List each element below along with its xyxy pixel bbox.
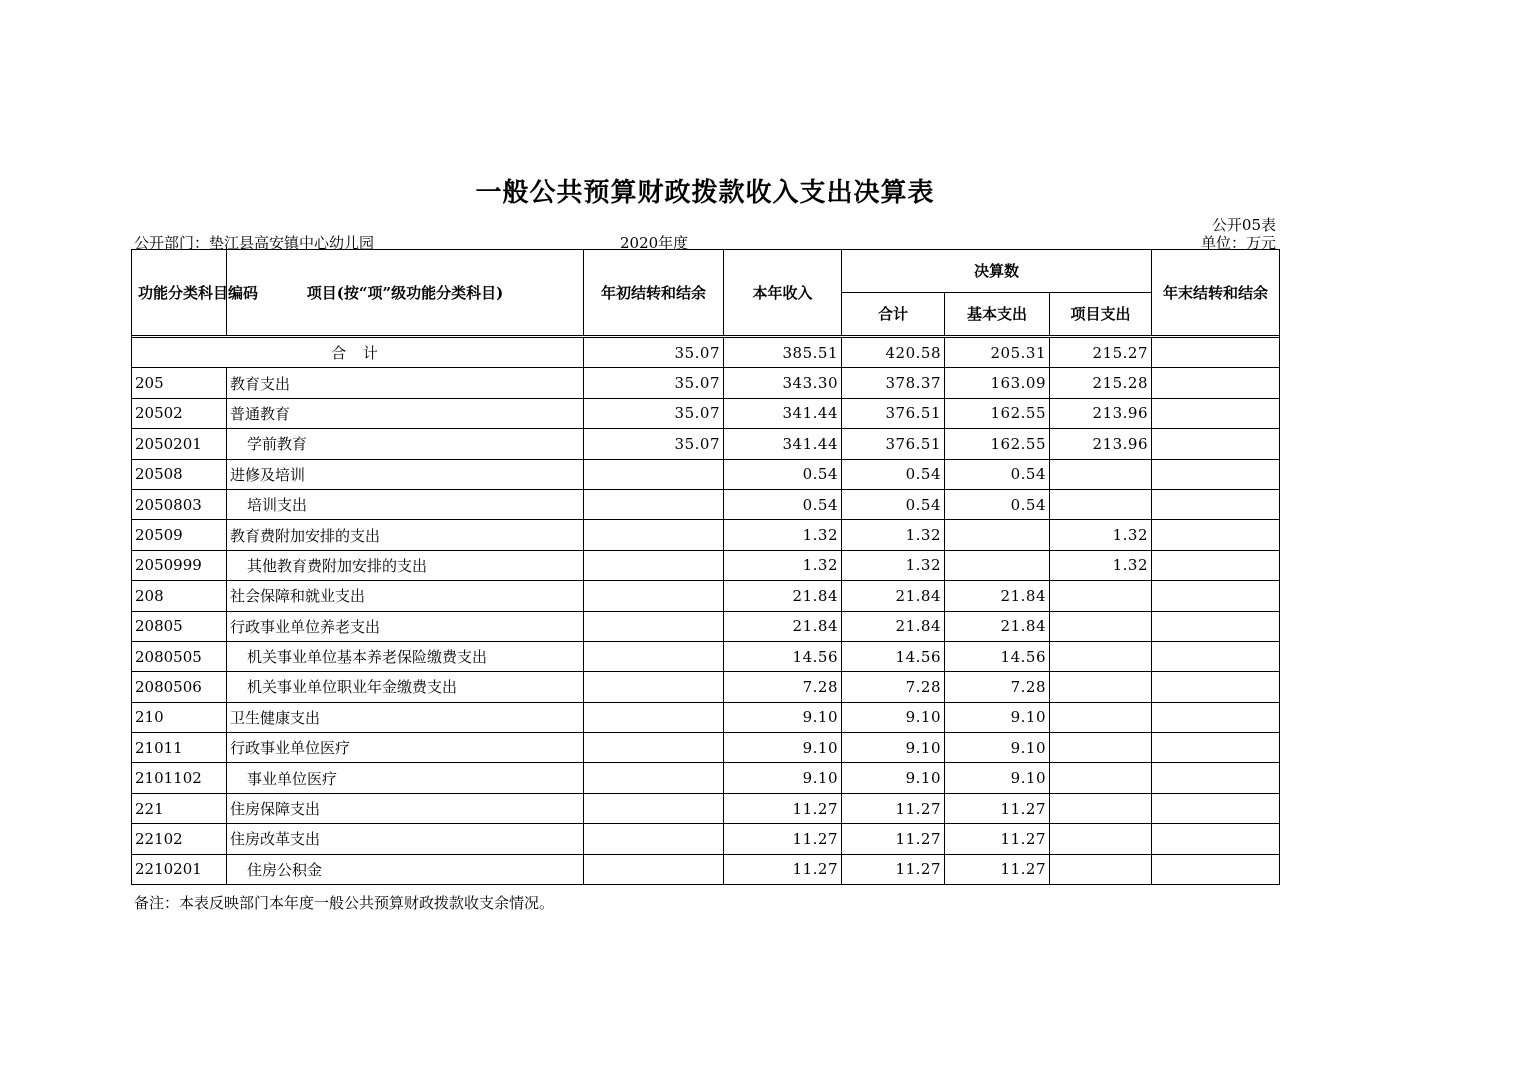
header-income: 本年收入 bbox=[724, 250, 842, 336]
row-code: 20508 bbox=[132, 459, 227, 489]
row-income: 14.56 bbox=[724, 641, 842, 671]
row-basic: 0.54 bbox=[945, 489, 1050, 519]
row-basic bbox=[945, 550, 1050, 580]
table-row bbox=[132, 763, 1280, 793]
row-code: 20509 bbox=[132, 520, 227, 550]
row-begin: 35.07 bbox=[584, 429, 724, 459]
row-basic: 21.84 bbox=[945, 611, 1050, 641]
row-item-name: 住房保障支出 bbox=[227, 793, 584, 823]
row-income: 341.44 bbox=[724, 398, 842, 428]
row-project bbox=[1050, 611, 1152, 641]
row-code: 208 bbox=[132, 581, 227, 611]
table-row bbox=[132, 368, 1280, 398]
header-settlement: 决算数 bbox=[842, 250, 1152, 293]
row-basic: 7.28 bbox=[945, 672, 1050, 702]
row-basic: 9.10 bbox=[945, 733, 1050, 763]
row-item-name: 事业单位医疗 bbox=[227, 763, 584, 793]
row-item-name: 教育费附加安排的支出 bbox=[227, 520, 584, 550]
row-total: 9.10 bbox=[842, 702, 945, 732]
row-end bbox=[1152, 763, 1280, 793]
table-row bbox=[132, 793, 1280, 823]
table-row bbox=[132, 672, 1280, 702]
row-project bbox=[1050, 459, 1152, 489]
table-row bbox=[132, 429, 1280, 459]
row-income: 9.10 bbox=[724, 763, 842, 793]
row-basic: 0.54 bbox=[945, 459, 1050, 489]
row-end bbox=[1152, 641, 1280, 671]
row-code: 20805 bbox=[132, 611, 227, 641]
row-income: 1.32 bbox=[724, 550, 842, 580]
row-begin bbox=[584, 611, 724, 641]
row-total: 9.10 bbox=[842, 733, 945, 763]
table-row bbox=[132, 489, 1280, 519]
row-item-name: 行政事业单位养老支出 bbox=[227, 611, 584, 641]
row-end bbox=[1152, 824, 1280, 854]
row-basic: 9.10 bbox=[945, 763, 1050, 793]
page-title: 一般公共预算财政拨款收入支出决算表 bbox=[475, 178, 935, 208]
row-end bbox=[1152, 581, 1280, 611]
header-project: 项目支出 bbox=[1050, 293, 1152, 336]
row-project bbox=[1050, 854, 1152, 884]
row-item-name: 机关事业单位基本养老保险缴费支出 bbox=[227, 641, 584, 671]
row-total: 21.84 bbox=[842, 611, 945, 641]
row-total: 376.51 bbox=[842, 398, 945, 428]
row-end bbox=[1152, 793, 1280, 823]
row-income: 11.27 bbox=[724, 793, 842, 823]
row-item-name: 行政事业单位医疗 bbox=[227, 733, 584, 763]
row-item-name: 住房公积金 bbox=[227, 854, 584, 884]
total-total: 420.58 bbox=[842, 338, 945, 368]
row-total: 11.27 bbox=[842, 793, 945, 823]
row-item-name: 学前教育 bbox=[227, 429, 584, 459]
table-row bbox=[132, 641, 1280, 671]
row-project: 213.96 bbox=[1050, 398, 1152, 428]
total-begin: 35.07 bbox=[584, 338, 724, 368]
row-item-name: 普通教育 bbox=[227, 398, 584, 428]
row-project: 1.32 bbox=[1050, 550, 1152, 580]
table-row bbox=[132, 854, 1280, 884]
table-row bbox=[132, 611, 1280, 641]
row-code: 2101102 bbox=[132, 763, 227, 793]
row-income: 0.54 bbox=[724, 459, 842, 489]
header-basic: 基本支出 bbox=[945, 293, 1050, 336]
budget-table bbox=[131, 249, 1280, 885]
row-begin bbox=[584, 733, 724, 763]
header-item: 项目(按“项”级功能分类科目) bbox=[227, 250, 584, 336]
row-income: 9.10 bbox=[724, 702, 842, 732]
row-basic: 11.27 bbox=[945, 793, 1050, 823]
row-total: 0.54 bbox=[842, 489, 945, 519]
table-row bbox=[132, 398, 1280, 428]
row-end bbox=[1152, 854, 1280, 884]
department-label: 公开部门：垫江县高安镇中心幼儿园 bbox=[134, 234, 375, 252]
row-begin bbox=[584, 489, 724, 519]
table-row bbox=[132, 520, 1280, 550]
row-income: 21.84 bbox=[724, 611, 842, 641]
row-total: 11.27 bbox=[842, 854, 945, 884]
row-begin bbox=[584, 824, 724, 854]
row-end bbox=[1152, 429, 1280, 459]
row-income: 1.32 bbox=[724, 520, 842, 550]
row-code: 2210201 bbox=[132, 854, 227, 884]
row-end bbox=[1152, 489, 1280, 519]
table-row bbox=[132, 702, 1280, 732]
header-begin-balance: 年初结转和结余 bbox=[584, 250, 724, 336]
row-code: 2050201 bbox=[132, 429, 227, 459]
row-total: 0.54 bbox=[842, 459, 945, 489]
row-project: 215.28 bbox=[1050, 368, 1152, 398]
row-begin bbox=[584, 459, 724, 489]
row-end bbox=[1152, 550, 1280, 580]
row-end bbox=[1152, 368, 1280, 398]
row-code: 2080505 bbox=[132, 641, 227, 671]
row-total: 376.51 bbox=[842, 429, 945, 459]
row-income: 0.54 bbox=[724, 489, 842, 519]
row-total: 21.84 bbox=[842, 581, 945, 611]
row-basic: 162.55 bbox=[945, 398, 1050, 428]
row-income: 11.27 bbox=[724, 854, 842, 884]
row-total: 11.27 bbox=[842, 824, 945, 854]
unit-label: 单位：万元 bbox=[1200, 234, 1276, 252]
row-begin bbox=[584, 793, 724, 823]
table-row bbox=[132, 824, 1280, 854]
footnote: 备注：本表反映部门本年度一般公共预算财政拨款收支余情况。 bbox=[134, 894, 555, 912]
row-begin bbox=[584, 550, 724, 580]
row-end bbox=[1152, 398, 1280, 428]
row-end bbox=[1152, 520, 1280, 550]
table-row bbox=[132, 733, 1280, 763]
row-item-name: 进修及培训 bbox=[227, 459, 584, 489]
row-basic: 163.09 bbox=[945, 368, 1050, 398]
row-begin bbox=[584, 641, 724, 671]
row-project bbox=[1050, 641, 1152, 671]
row-total: 9.10 bbox=[842, 763, 945, 793]
row-project bbox=[1050, 702, 1152, 732]
row-begin: 35.07 bbox=[584, 398, 724, 428]
row-end bbox=[1152, 459, 1280, 489]
row-total: 1.32 bbox=[842, 550, 945, 580]
row-code: 22102 bbox=[132, 824, 227, 854]
row-basic: 21.84 bbox=[945, 581, 1050, 611]
row-item-name: 其他教育费附加安排的支出 bbox=[227, 550, 584, 580]
row-total: 378.37 bbox=[842, 368, 945, 398]
row-income: 9.10 bbox=[724, 733, 842, 763]
row-project bbox=[1050, 489, 1152, 519]
row-project: 1.32 bbox=[1050, 520, 1152, 550]
row-total: 7.28 bbox=[842, 672, 945, 702]
row-code: 21011 bbox=[132, 733, 227, 763]
form-number: 公开05表 bbox=[1211, 216, 1276, 234]
table-row bbox=[132, 459, 1280, 489]
row-basic: 14.56 bbox=[945, 641, 1050, 671]
row-code: 2050999 bbox=[132, 550, 227, 580]
row-income: 341.44 bbox=[724, 429, 842, 459]
row-project bbox=[1050, 763, 1152, 793]
row-begin: 35.07 bbox=[584, 368, 724, 398]
row-end bbox=[1152, 672, 1280, 702]
row-item-name: 教育支出 bbox=[227, 368, 584, 398]
row-item-name: 卫生健康支出 bbox=[227, 702, 584, 732]
row-begin bbox=[584, 581, 724, 611]
row-code: 20502 bbox=[132, 398, 227, 428]
total-project: 215.27 bbox=[1050, 338, 1152, 368]
row-project bbox=[1050, 733, 1152, 763]
row-begin bbox=[584, 702, 724, 732]
row-item-name: 培训支出 bbox=[227, 489, 584, 519]
row-code: 2050803 bbox=[132, 489, 227, 519]
table-row bbox=[132, 581, 1280, 611]
table-row bbox=[132, 550, 1280, 580]
row-total: 1.32 bbox=[842, 520, 945, 550]
row-total: 14.56 bbox=[842, 641, 945, 671]
row-item-name: 机关事业单位职业年金缴费支出 bbox=[227, 672, 584, 702]
row-end bbox=[1152, 611, 1280, 641]
row-income: 343.30 bbox=[724, 368, 842, 398]
row-income: 7.28 bbox=[724, 672, 842, 702]
header-end-balance: 年末结转和结余 bbox=[1152, 250, 1280, 336]
row-basic bbox=[945, 520, 1050, 550]
total-label: 合 计 bbox=[132, 338, 584, 368]
row-code: 210 bbox=[132, 702, 227, 732]
row-begin bbox=[584, 763, 724, 793]
row-item-name: 住房改革支出 bbox=[227, 824, 584, 854]
row-end bbox=[1152, 733, 1280, 763]
header-total: 合计 bbox=[842, 293, 945, 336]
row-basic: 11.27 bbox=[945, 854, 1050, 884]
row-project bbox=[1050, 581, 1152, 611]
total-end bbox=[1152, 338, 1280, 368]
total-row bbox=[132, 338, 1280, 368]
row-project bbox=[1050, 793, 1152, 823]
row-basic: 162.55 bbox=[945, 429, 1050, 459]
total-income: 385.51 bbox=[724, 338, 842, 368]
row-end bbox=[1152, 702, 1280, 732]
row-income: 21.84 bbox=[724, 581, 842, 611]
row-code: 205 bbox=[132, 368, 227, 398]
row-basic: 9.10 bbox=[945, 702, 1050, 732]
row-code: 2080506 bbox=[132, 672, 227, 702]
row-project: 213.96 bbox=[1050, 429, 1152, 459]
row-project bbox=[1050, 824, 1152, 854]
row-basic: 11.27 bbox=[945, 824, 1050, 854]
row-income: 11.27 bbox=[724, 824, 842, 854]
year-label: 2020年度 bbox=[620, 234, 689, 252]
header-code: 功能分类科目编码 bbox=[132, 250, 227, 336]
total-basic: 205.31 bbox=[945, 338, 1050, 368]
row-begin bbox=[584, 854, 724, 884]
row-begin bbox=[584, 672, 724, 702]
row-project bbox=[1050, 672, 1152, 702]
row-item-name: 社会保障和就业支出 bbox=[227, 581, 584, 611]
row-code: 221 bbox=[132, 793, 227, 823]
row-begin bbox=[584, 520, 724, 550]
